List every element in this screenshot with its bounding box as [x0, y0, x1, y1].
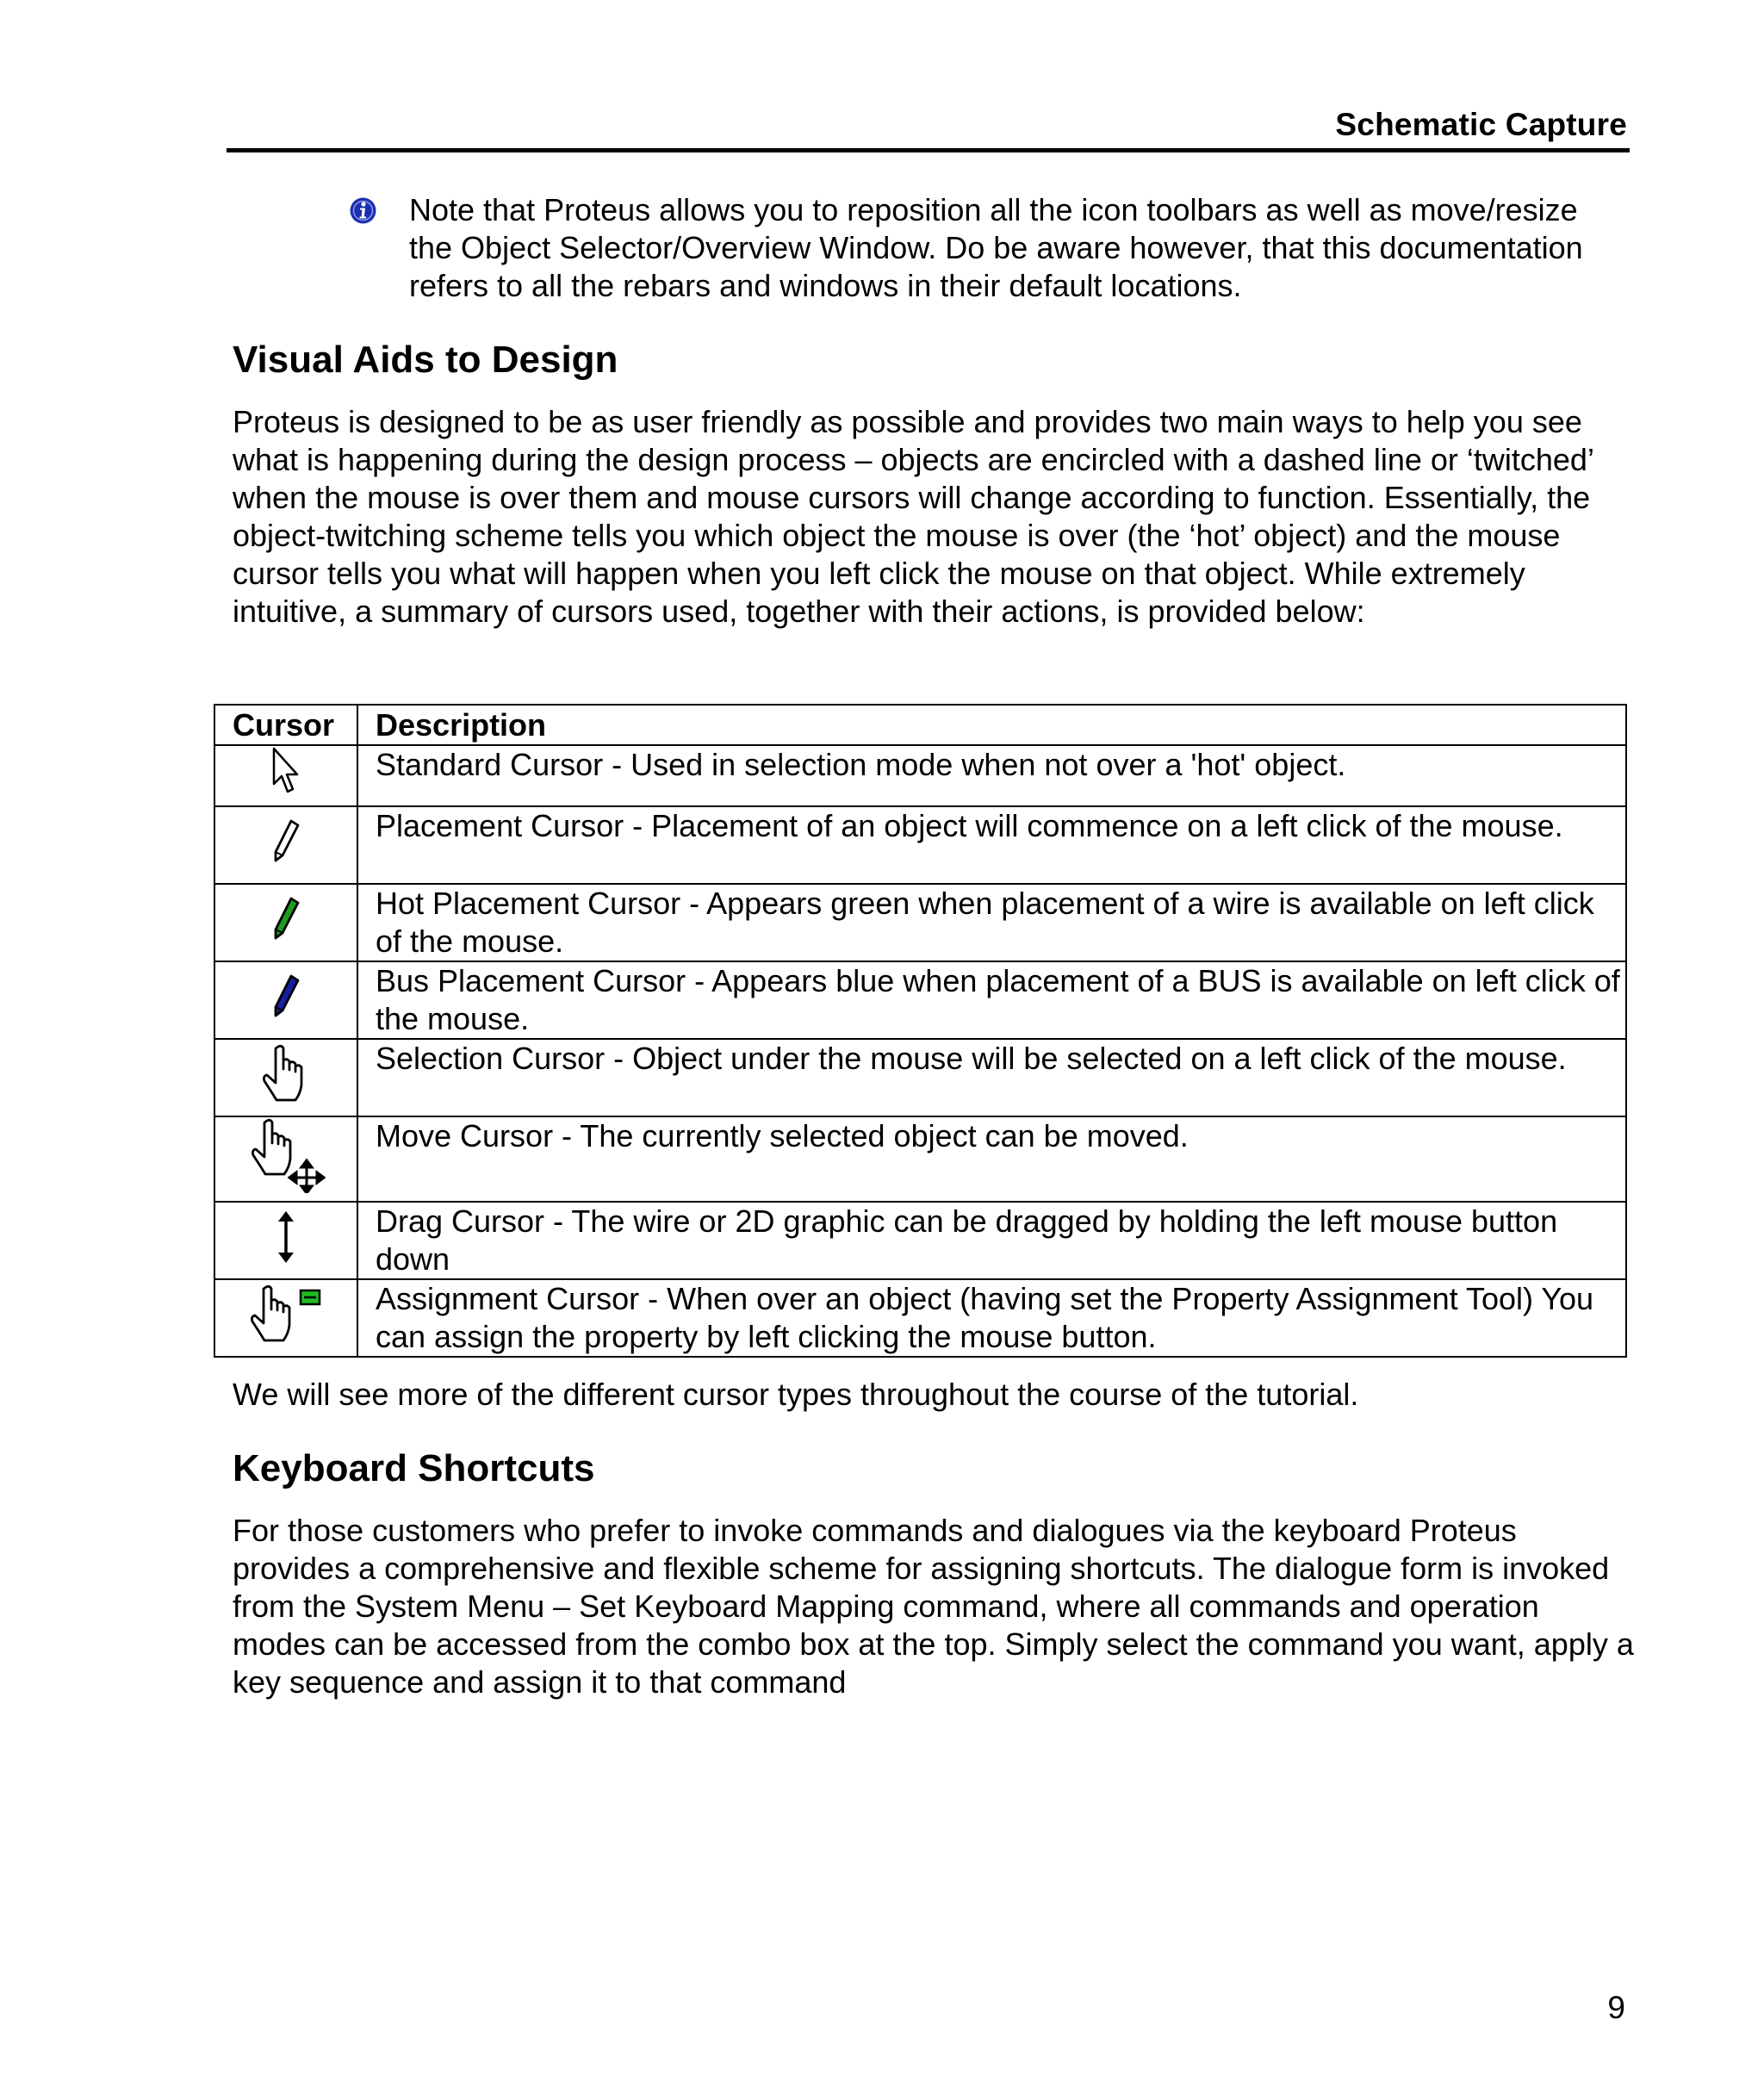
- keyboard-shortcuts-paragraph: For those customers who prefer to invoke commands and dialogues via the keyboard Proteus provides a comprehensive and flexible scheme for assigning shortcuts. The dialogue form is invoked from the System Menu – Set Keyboard Mapping command, where all commands and operation modes can be accessed from the combo box at the top. Simply select the command you want, apply a key sequence and assign it to that command: [233, 1513, 1634, 1700]
- table-row: [214, 1039, 1626, 1116]
- cursor-description: Selection Cursor - Object under the mouse will be selected on a left click of the mouse.: [357, 1039, 1626, 1116]
- header-rule: [227, 148, 1630, 152]
- drag-cursor-icon: [273, 1209, 299, 1265]
- table-row: [214, 1116, 1626, 1202]
- after-table-paragraph: We will see more of the different cursor types throughout the course of the tutorial.: [233, 1377, 1359, 1412]
- blue-pencil-cursor-icon: [269, 973, 303, 1021]
- hand-cursor-icon: [259, 1043, 313, 1105]
- column-header-cursor: Cursor: [214, 705, 357, 745]
- green-pencil-cursor-icon: [269, 895, 303, 943]
- header-title: Schematic Capture: [1335, 107, 1627, 142]
- cursor-description: Move Cursor - The currently selected object can be moved.: [357, 1116, 1626, 1202]
- visual-aids-paragraph: Proteus is designed to be as user friendly as possible and provides two main ways to help you see what is happening during the design process – objects are encircled with a dashed line or ‘twitched’ when the mouse is over them and mouse cursors will change according to function. Essentially, the object-twitching scheme tells you which object the mouse is over (the ‘hot’ object) and the mouse cursor tells you what will happen when you left click the mouse on that object. While extremely intuitive, a summary of cursors used, together with their actions, is provided below:: [233, 404, 1593, 629]
- arrow-cursor-icon: [269, 746, 303, 798]
- table-row: [214, 961, 1626, 1039]
- note-block: [349, 191, 1624, 305]
- assignment-cursor-icon: [247, 1282, 325, 1347]
- cursor-description: Placement Cursor - Placement of an object will commence on a left click of the mouse.: [357, 806, 1626, 884]
- note-text: Note that Proteus allows you to reposition all the icon toolbars as well as move/resize the Object Selector/Overview Window. Do be aware however, that this documentation refers to all the rebars and windows in their default locations.: [409, 192, 1583, 303]
- cursor-description: Standard Cursor - Used in selection mode when not over a 'hot' object.: [357, 745, 1626, 806]
- table-row: [214, 806, 1626, 884]
- table-row: [214, 884, 1626, 961]
- table-row: [214, 1202, 1626, 1279]
- cursor-description: Hot Placement Cursor - Appears green when placement of a wire is available on left click of the mouse.: [357, 884, 1626, 961]
- cursor-description: Drag Cursor - The wire or 2D graphic can be dragged by holding the left mouse button down: [357, 1202, 1626, 1279]
- table-row: [214, 745, 1626, 806]
- info-icon: [349, 196, 377, 225]
- pencil-cursor-icon: [269, 818, 303, 866]
- page-number: 9: [1607, 1990, 1625, 2025]
- table-row: [214, 1279, 1626, 1357]
- section-heading-keyboard-shortcuts: Keyboard Shortcuts: [233, 1447, 595, 1489]
- cursor-table: [214, 704, 1627, 1358]
- cursor-description: Assignment Cursor - When over an object (having set the Property Assignment Tool) You can assign the property by left clicking the mouse button.: [357, 1279, 1626, 1357]
- section-heading-visual-aids: Visual Aids to Design: [233, 339, 618, 381]
- column-header-description: Description: [357, 705, 1626, 745]
- table-header-row: [214, 705, 1626, 745]
- move-cursor-icon: [245, 1117, 327, 1193]
- cursor-description: Bus Placement Cursor - Appears blue when placement of a BUS is available on left click of the mouse.: [357, 961, 1626, 1039]
